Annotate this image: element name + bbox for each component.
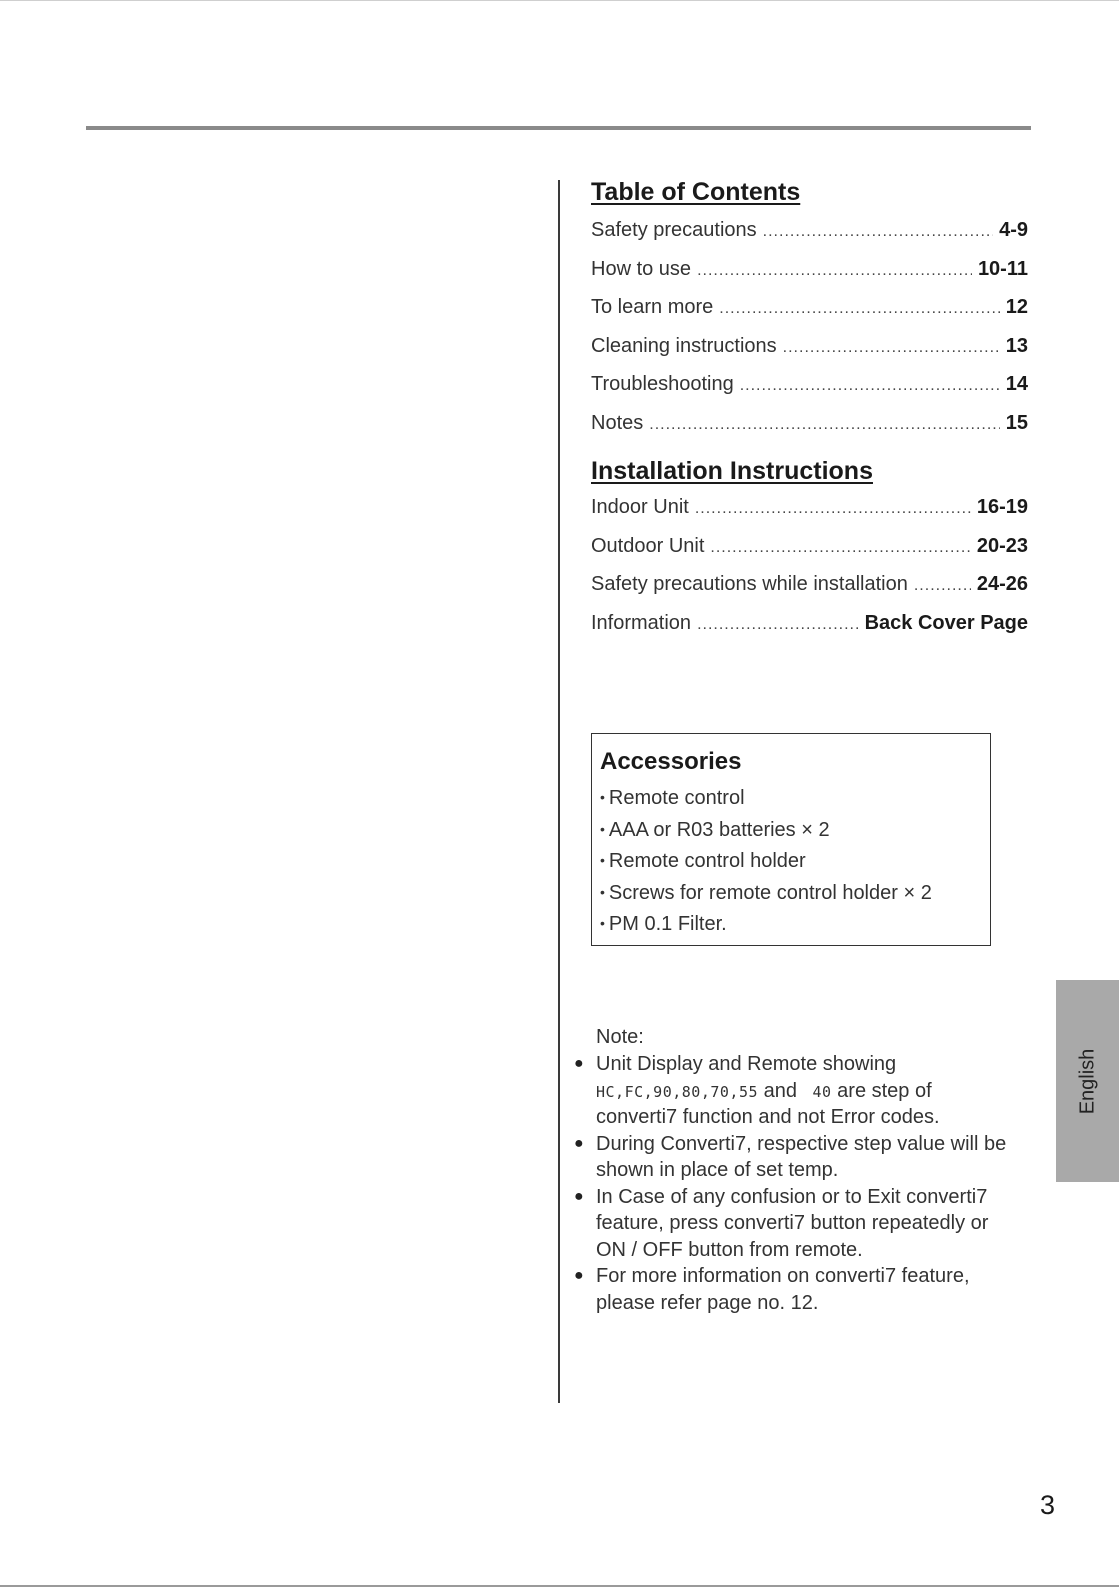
toc-entry-label: Troubleshooting: [591, 373, 734, 395]
toc-entry[interactable]: [591, 573, 1028, 612]
note-item: [574, 1184, 1034, 1264]
toc-entry-label: To learn more: [591, 296, 714, 318]
note-text: For more information on converti7 feature,: [596, 1265, 970, 1287]
toc-entry-label: Indoor Unit: [591, 496, 689, 518]
note-text: shown in place of set temp.: [596, 1159, 839, 1181]
toc-list: [591, 219, 1028, 450]
toc-entry[interactable]: [591, 535, 1028, 574]
leader-dots: [719, 300, 999, 318]
toc-entry-page: 20-23: [976, 534, 1028, 557]
note-section: [574, 1024, 1034, 1316]
toc-entry[interactable]: [591, 496, 1028, 535]
note-and: and: [763, 1079, 797, 1102]
accessories-box: [591, 733, 991, 946]
bullet-icon: ●: [574, 1267, 584, 1284]
leader-dots: [763, 223, 993, 241]
bullet-icon: •: [600, 820, 605, 837]
bullet-icon: •: [600, 789, 605, 805]
accessory-item: [600, 908, 982, 940]
note-item: [574, 1051, 1034, 1131]
leader-dots: [697, 262, 972, 280]
toc-entry[interactable]: [591, 296, 1028, 335]
toc-entry-label: Information: [591, 611, 692, 634]
accessory-text: Remote control: [608, 787, 745, 809]
accessory-text: AAA or R03 batteries × 2: [608, 818, 830, 841]
note-item: [574, 1131, 1034, 1184]
page-number: 3: [1040, 1490, 1056, 1520]
note-text: please refer page no. 12.: [596, 1291, 819, 1314]
language-tab[interactable]: [1056, 980, 1119, 1182]
toc-entry-page: 16-19: [976, 496, 1028, 518]
toc-entry-page: 4-9: [999, 219, 1028, 241]
accessory-text: PM 0.1 Filter.: [608, 913, 727, 935]
accessory-item: [600, 877, 982, 909]
page-top-edge: [0, 0, 1119, 1]
toc-entry[interactable]: [591, 612, 1028, 651]
toc-entry[interactable]: [591, 412, 1028, 451]
bullet-icon: •: [600, 852, 605, 868]
accessory-text: Screws for remote control holder × 2: [608, 881, 932, 904]
leader-dots: [783, 339, 1000, 357]
header-rule: [86, 126, 1031, 130]
toc-entry-page: 13: [1005, 334, 1028, 357]
toc-entry[interactable]: [591, 258, 1028, 297]
note-text: converti7 function and not Error codes.: [596, 1106, 940, 1128]
toc-heading: Table of Contents: [591, 178, 801, 206]
toc-entry[interactable]: [591, 219, 1028, 258]
installation-list: [591, 496, 1028, 650]
toc-entry-label: Outdoor Unit: [591, 534, 705, 557]
toc-entry[interactable]: [591, 373, 1028, 412]
leader-dots: [710, 539, 970, 557]
note-text: feature, press converti7 button repeatedly or: [596, 1212, 989, 1234]
bullet-icon: •: [600, 883, 605, 900]
bullet-icon: ●: [574, 1055, 584, 1072]
toc-entry-page: 10-11: [977, 257, 1028, 280]
language-tab-label: English: [1076, 1048, 1099, 1114]
toc-entry-label: Safety precautions: [591, 219, 757, 241]
note-text: During Converti7, respective step value will be: [596, 1132, 1007, 1155]
toc-entry[interactable]: [591, 335, 1028, 374]
note-text: In Case of any confusion or to Exit converti7: [596, 1185, 988, 1208]
toc-entry-label: Notes: [591, 411, 644, 434]
toc-entry-page: Back Cover Page: [864, 611, 1028, 634]
column-divider: [558, 180, 560, 1403]
bullet-icon: ●: [574, 1187, 584, 1205]
bullet-icon: •: [600, 915, 605, 931]
accessory-item: [600, 814, 982, 846]
note-text-rest: are step of: [837, 1079, 932, 1102]
accessory-item: [600, 782, 982, 814]
toc-entry-label: How to use: [591, 257, 692, 280]
toc-entry-page: 14: [1005, 373, 1028, 395]
bullet-icon: ●: [574, 1134, 584, 1152]
note-text: ON / OFF button from remote.: [596, 1238, 863, 1261]
display-codes: HC,FC,90,80,70,55: [596, 1082, 759, 1101]
toc-entry-label: Safety precautions while installation: [591, 573, 908, 595]
note-text: Unit Display and Remote showing: [596, 1053, 897, 1075]
leader-dots: [695, 500, 971, 518]
leader-dots: [649, 416, 1000, 434]
toc-entry-page: 24-26: [976, 573, 1028, 595]
leader-dots: [697, 616, 859, 634]
leader-dots: [740, 377, 1000, 395]
toc-entry-page: 12: [1005, 296, 1028, 318]
accessories-title: Accessories: [600, 748, 742, 775]
leader-dots: [914, 577, 971, 595]
toc-entry-label: Cleaning instructions: [591, 334, 777, 357]
display-code-last: 40: [812, 1082, 832, 1101]
accessory-text: Remote control holder: [608, 850, 806, 872]
note-text-codes: [596, 1078, 1034, 1105]
note-label: Note:: [596, 1026, 644, 1048]
toc-entry-page: 15: [1005, 411, 1028, 434]
note-item: [574, 1263, 1034, 1316]
installation-heading: Installation Instructions: [591, 457, 873, 485]
accessory-item: [600, 845, 982, 877]
